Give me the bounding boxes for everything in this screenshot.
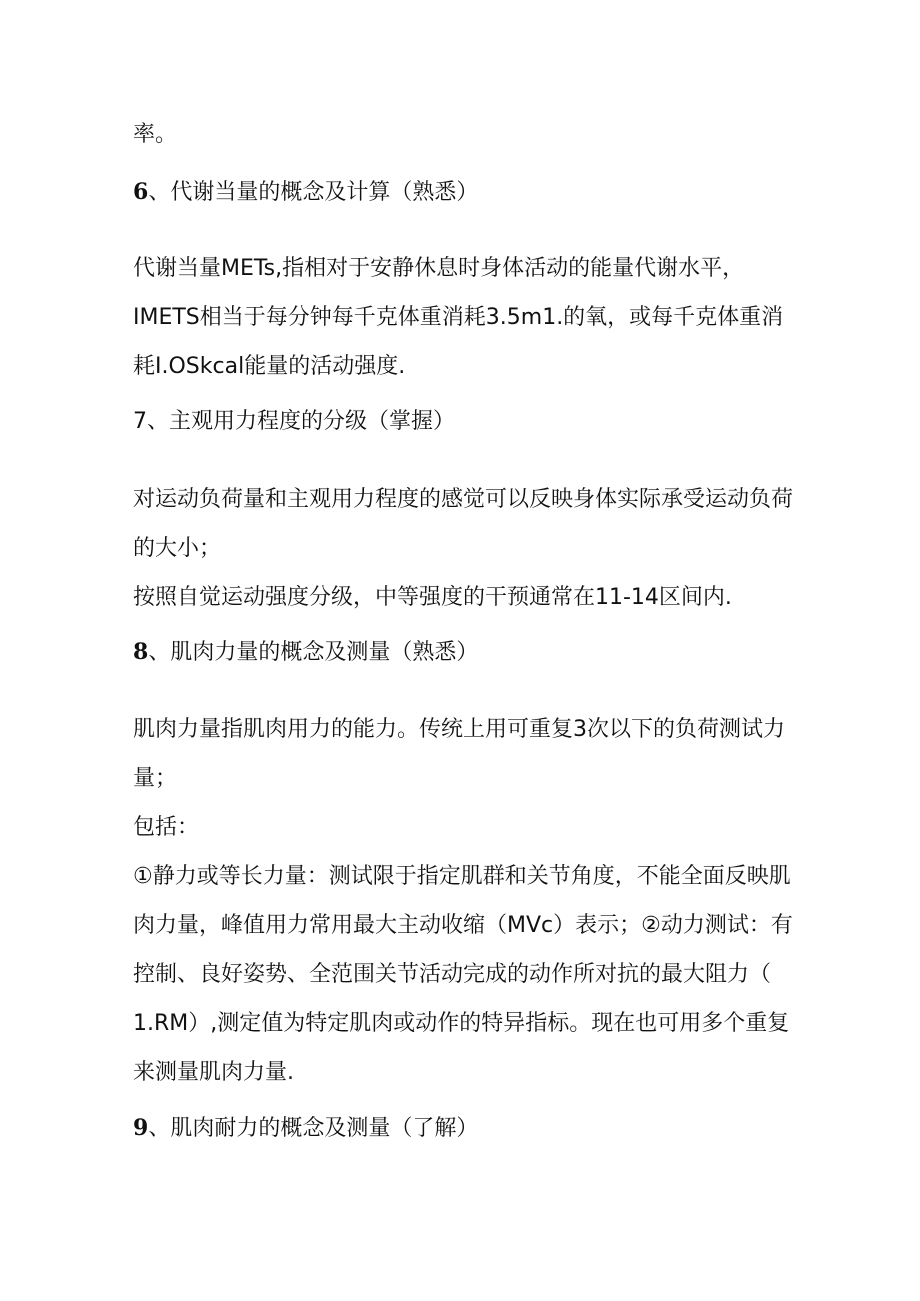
text-line: IMETS相当于每分钟每千克体重消耗3.5m1.的氧，或每千克体重消 — [133, 305, 784, 330]
text-line: 率。 — [133, 122, 178, 147]
heading-number: 6 — [133, 179, 149, 205]
heading-text: 、肌肉力量的概念及测量（熟悉） — [148, 640, 479, 665]
text-line: 按照自觉运动强度分级，中等强度的干预通常在11-14区间内. — [133, 585, 732, 610]
text-line: 来测量肌肉力量. — [133, 1060, 294, 1085]
text-line: 包括： — [133, 815, 200, 840]
section-heading-8 — [133, 637, 478, 668]
heading-text: 、主观用力程度的分级（掌握） — [147, 409, 456, 434]
heading-number: 7 — [133, 409, 147, 434]
heading-number: 8 — [133, 639, 149, 665]
text-line: 量； — [133, 766, 178, 791]
text-line: 肉力量，峰值用力常用最大主动收缩（MVc）表示；②动力测试：有 — [133, 913, 793, 938]
section-heading-9 — [133, 1113, 478, 1144]
text-line: 控制、良好姿势、全范围关节活动完成的动作所对抗的最大阻力（ — [133, 962, 772, 987]
heading-number: 9 — [133, 1115, 149, 1141]
text-line: 肌肉力量指肌肉用力的能力。传统上用可重复3次以下的负荷测试力 — [133, 717, 785, 742]
heading-text: 、代谢当量的概念及计算（熟悉） — [148, 180, 479, 205]
text-line: 代谢当量METs,指相对于安静休息时身体活动的能量代谢水平， — [133, 256, 745, 281]
text-line: 1.RM）,测定值为特定肌肉或动作的特异指标。现在也可用多个重复 — [133, 1011, 790, 1036]
section-heading-6 — [133, 177, 478, 208]
text-line: ①静力或等长力量：测试限于指定肌群和关节角度，不能全面反映肌 — [133, 864, 791, 889]
section-heading-7 — [133, 407, 455, 437]
heading-text: 、肌肉耐力的概念及测量（了解） — [148, 1116, 479, 1141]
text-line: 耗I.OSkcal能量的活动强度. — [133, 354, 406, 379]
text-line: 的大小； — [133, 536, 222, 561]
text-line: 对运动负荷量和主观用力程度的感觉可以反映身体实际承受运动负荷 — [133, 487, 794, 512]
